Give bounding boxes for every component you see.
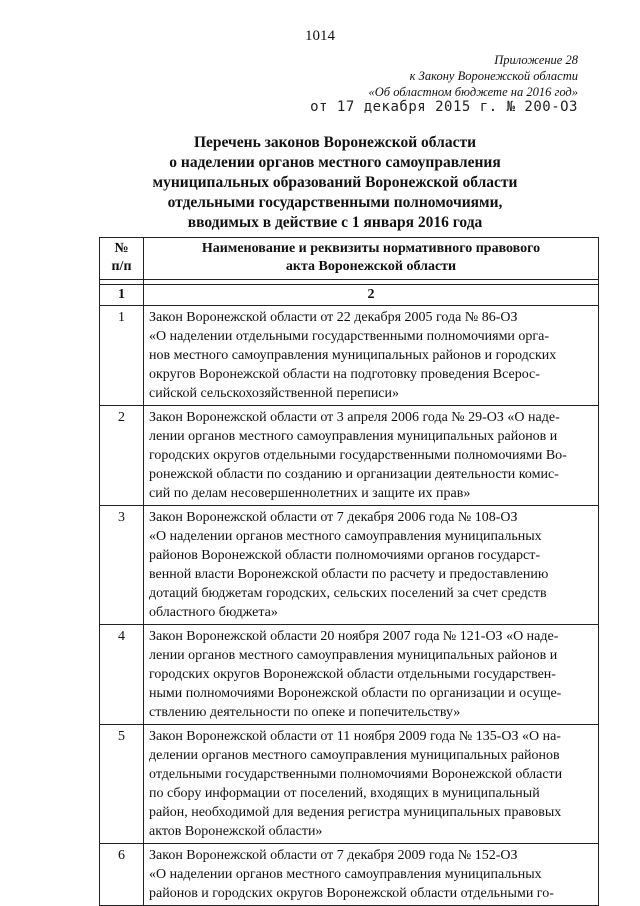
appendix-line-3: «Об областном бюджете на 2016 год» — [368, 85, 578, 99]
law-rows — [100, 306, 599, 906]
law-text-line: сийской сельскохозяйственной переписи» — [149, 386, 400, 401]
law-text-line: нов местного самоуправления муниципальных районов и городских — [149, 348, 557, 363]
law-text-line: ствлению деятельности по опеке и попечительству» — [149, 705, 461, 720]
table-header-row — [100, 238, 599, 280]
header-number-cell — [100, 238, 144, 280]
law-text-line: Закон Воронежской области от 11 ноября 2009 года № 135-ОЗ «О на- — [149, 729, 561, 744]
appendix-line-1: Приложение 28 — [494, 53, 578, 67]
law-text-line: округов Воронежской области на подготовку проведения Всерос- — [149, 367, 540, 382]
table-row — [100, 844, 599, 906]
header-name-line-2: акта Воронежской области — [285, 259, 457, 274]
title-line-4: отдельными государственными полномочиями, — [167, 194, 503, 211]
law-text-line: район, необходимой для ведения регистра муниципальных правовых — [149, 805, 562, 820]
law-description — [144, 506, 599, 625]
header-number-line-2: п/п — [111, 259, 132, 274]
column-number-row — [100, 285, 599, 306]
row-number: 5 — [100, 725, 144, 844]
title-line-1: Перечень законов Воронежской области — [193, 134, 477, 151]
law-description — [144, 844, 599, 906]
law-text-line: отдельными государственными полномочиями Воронежской области — [149, 767, 563, 782]
table-row — [100, 406, 599, 506]
column-number-1: 1 — [100, 285, 144, 306]
law-text-line: городских округов Воронежской области отдельными государствен- — [149, 667, 556, 682]
law-text-line: Закон Воронежской области 20 ноября 2007 года № 121-ОЗ «О наде- — [149, 629, 559, 644]
table-row — [100, 625, 599, 725]
law-description — [144, 306, 599, 406]
appendix-note — [369, 52, 578, 100]
law-description — [144, 406, 599, 506]
header-name-cell — [144, 238, 599, 280]
appendix-line-2: к Закону Воронежской области — [409, 69, 578, 83]
date-number-stamp: от 17 декабря 2015 г. № 200-ОЗ — [310, 99, 578, 115]
law-text-line: Закон Воронежской области от 3 апреля 2006 года № 29-ОЗ «О наде- — [149, 410, 560, 425]
row-number: 2 — [100, 406, 144, 506]
table-row — [100, 506, 599, 625]
law-text-line: венной власти Воронежской области по расчету и предоставлению — [149, 567, 549, 582]
laws-table — [99, 237, 599, 906]
document-title — [60, 133, 610, 233]
law-text-line: «О наделении отдельными государственными полномочиями орга- — [149, 329, 550, 344]
row-number: 4 — [100, 625, 144, 725]
law-text-line: делении органов местного самоуправления муниципальных районов — [149, 748, 560, 763]
law-text-line: районов и городских округов Воронежской области отдельными го- — [149, 886, 554, 901]
law-text-line: областного бюджета» — [149, 605, 278, 620]
law-text-line: Закон Воронежской области от 22 декабря 2005 года № 86-ОЗ — [149, 310, 518, 325]
law-text-line: ными полномочиями Воронежской области по организации и осуще- — [149, 686, 562, 701]
title-line-5: вводимых в действие с 1 января 2016 года — [187, 214, 483, 231]
title-line-2: о наделении органов местного самоуправления — [169, 154, 501, 171]
law-description — [144, 625, 599, 725]
law-description — [144, 725, 599, 844]
column-number-2: 2 — [144, 285, 599, 306]
law-text-line: лении органов местного самоуправления муниципальных районов и — [149, 429, 558, 444]
law-text-line: «О наделении органов местного самоуправления муниципальных — [149, 867, 542, 882]
row-number: 3 — [100, 506, 144, 625]
title-line-3: муниципальных образований Воронежской области — [152, 174, 518, 191]
law-text-line: по сбору информации от поселений, входящих в муниципальный — [149, 786, 540, 801]
law-text-line: дотаций бюджетам городских, сельских поселений за счет средств — [149, 586, 547, 601]
law-text-line: лении органов местного самоуправления муниципальных районов и — [149, 648, 558, 663]
law-text-line: городских округов отдельными государственными полномочиями Во- — [149, 448, 567, 463]
table-row — [100, 725, 599, 844]
law-text-line: актов Воронежской области» — [149, 824, 323, 839]
law-text-line: Закон Воронежской области от 7 декабря 2009 года № 152-ОЗ — [149, 848, 518, 863]
row-number: 1 — [100, 306, 144, 406]
header-name-line-1: Наименование и реквизиты нормативного правового — [201, 241, 541, 256]
row-number: 6 — [100, 844, 144, 906]
law-text-line: районов Воронежской области полномочиями органов государст- — [149, 548, 540, 563]
table-row — [100, 306, 599, 406]
law-text-line: ронежской области по созданию и организации деятельности комис- — [149, 467, 559, 482]
law-text-line: Закон Воронежской области от 7 декабря 2006 года № 108-ОЗ — [149, 510, 518, 525]
law-text-line: «О наделении органов местного самоуправления муниципальных — [149, 529, 542, 544]
header-number-line-1: № — [114, 241, 129, 256]
law-text-line: сий по делам несовершеннолетних и защите их прав» — [149, 486, 471, 501]
page-number: 1014 — [305, 28, 335, 44]
